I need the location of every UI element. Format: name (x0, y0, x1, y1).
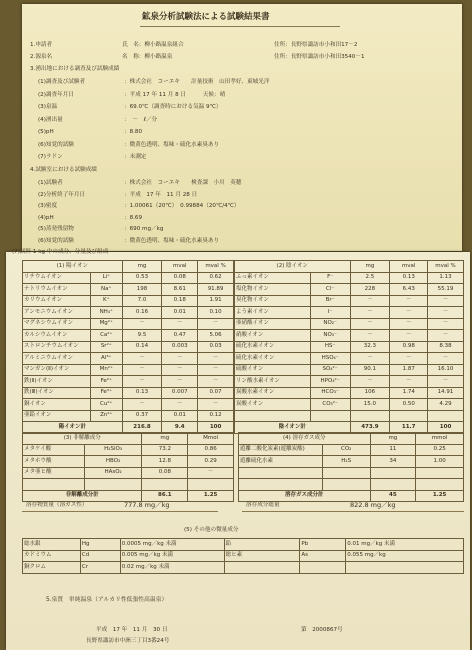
cell (390, 410, 428, 422)
anion-row (235, 295, 464, 307)
total-label: 陽イオン計 (23, 422, 123, 434)
cell (322, 479, 370, 491)
item-label: (3)泉温 (38, 104, 58, 110)
item-value: ： － ℓ／分 (124, 116, 158, 123)
cell: 亜鉛イオン (23, 410, 91, 422)
cell: Li⁺ (90, 272, 122, 284)
item-label: (6)知覚的試験 (38, 141, 74, 148)
cell: Fe³⁺ (90, 387, 122, 399)
item-label: (6)知覚的試験 (38, 237, 74, 244)
cell: 0.01 mg／kg 未満 (346, 539, 464, 551)
cell: 0.62 (198, 272, 234, 284)
cell: 0.005 mg／kg 未満 (120, 550, 224, 562)
total-cell: 100 (428, 422, 464, 434)
cell: － (428, 295, 464, 307)
cell: CO₃²⁻ (310, 399, 350, 411)
cell: 5.06 (198, 330, 234, 342)
composition-heading: (7)試料 1 kg 中の成分、分量及び組成 (12, 249, 109, 255)
cell: － (390, 330, 428, 342)
undissociated-header-mmol: Mmol (188, 433, 234, 445)
cell: － (122, 364, 162, 376)
cell: Ca²⁺ (90, 330, 122, 342)
source-heading: 2.源泉名 (30, 54, 53, 60)
cell: HBO₂ (84, 456, 142, 468)
total-cell: 1.25 (416, 490, 464, 502)
cell: － (428, 330, 464, 342)
dissolved-total-label: 溶存成分総量 (246, 502, 280, 508)
cell (224, 562, 300, 574)
analysis-report-bottom-sheet (6, 249, 470, 650)
cell: 硝酸イオン (235, 330, 311, 342)
total-label: 陰イオン計 (235, 422, 351, 434)
applicant-name: 氏 名：柳小路温泉組合 (122, 42, 184, 48)
cell: 0.10 (198, 307, 234, 319)
cell: － (350, 330, 390, 342)
cell: 1.74 (390, 387, 428, 399)
cation-row (23, 318, 234, 330)
cell: 11 (370, 444, 416, 456)
cell: 0.98 (390, 341, 428, 353)
anion-table (234, 260, 464, 434)
report-title: 鉱泉分析試験法による試験結果書 (142, 12, 270, 22)
cation-row (23, 399, 234, 411)
cell: よう素イオン (235, 307, 311, 319)
report-date: 平成 17 年 11 月 30 日 (96, 627, 168, 633)
cell: 鉛 (224, 539, 300, 551)
cell: 32.3 (350, 341, 390, 353)
anion-header-mval-pct: mval % (428, 261, 464, 273)
gas-total-row (239, 490, 464, 502)
cell: 0.53 (122, 272, 162, 284)
cell: H₂S (322, 456, 370, 468)
cell (346, 562, 464, 574)
cell: カルシウムイオン (23, 330, 91, 342)
cell: 6.43 (390, 284, 428, 296)
undissociated-row (23, 479, 234, 491)
cell: メタ亜ヒ酸 (23, 467, 85, 479)
cation-row (23, 387, 234, 399)
total-cell: 100 (198, 422, 234, 434)
cell: 0.47 (162, 330, 198, 342)
anion-row (235, 410, 464, 422)
cell (322, 467, 370, 479)
cell: HPO₄²⁻ (310, 376, 350, 388)
cell: － (350, 376, 390, 388)
cell: － (390, 318, 428, 330)
cell: アンモニウムイオン (23, 307, 91, 319)
item-value: ：1.00061（20℃） 0.99884（20℃/4℃） (124, 203, 240, 209)
field-survey-heading: 3.湧出地における調査及び試験成績 (30, 66, 120, 72)
anion-header-label: (2) 陰イオン (235, 261, 351, 273)
cell: － (428, 353, 464, 365)
cell: － (122, 353, 162, 365)
total-cell: 45 (370, 490, 416, 502)
cell: 遊離硫化水素 (239, 456, 323, 468)
cation-row (23, 272, 234, 284)
cation-row (23, 341, 234, 353)
cell: 55.19 (428, 284, 464, 296)
item-label: (5)pH (38, 129, 54, 135)
cell: 0.29 (188, 456, 234, 468)
cell: As (300, 550, 346, 562)
cell (239, 479, 323, 491)
cell: リチウムイオン (23, 272, 91, 284)
cell (416, 467, 464, 479)
item-label: (3)密度 (38, 203, 58, 209)
cell: Cu²⁺ (90, 399, 122, 411)
cell: 臭化物イオン (235, 295, 311, 307)
applicant-address: 住所：長野県諏訪市小和田17－2 (274, 42, 358, 48)
undissociated-table (22, 432, 234, 502)
cell: － (162, 353, 198, 365)
item-value: ：株式会社 コーエキ 検査課 小川 英穂 (124, 180, 242, 186)
cell: － (428, 307, 464, 319)
anion-row (235, 399, 464, 411)
source-name: 名 称：柳小路温泉 (122, 54, 173, 60)
cell: 塩化物イオン (235, 284, 311, 296)
cell: 炭酸水素イオン (235, 387, 311, 399)
cell: マンガン(Ⅱ)イオン (23, 364, 91, 376)
cell: 15.0 (350, 399, 390, 411)
cell: 8.38 (428, 341, 464, 353)
gas-header-mg: mg (370, 433, 416, 445)
cell: Mg²⁺ (90, 318, 122, 330)
anion-row (235, 284, 464, 296)
cell: － (122, 318, 162, 330)
cation-row (23, 376, 234, 388)
analysis-report-top-sheet (22, 4, 462, 251)
gas-header-label: (4) 溶存ガス成分 (239, 433, 371, 445)
trace-table (22, 538, 464, 574)
spring-classification: 5.泉質 単純温泉（アルカリ性低張性高温泉） (46, 597, 168, 603)
cell: NO₃⁻ (310, 330, 350, 342)
cell: － (390, 307, 428, 319)
cell: Br⁻ (310, 295, 350, 307)
cell: ストロンチウムイオン (23, 341, 91, 353)
item-value: ：微黄色透明、塩味・硫化水素臭あり (124, 237, 220, 244)
item-label: (4)湧出量 (38, 116, 63, 123)
cell: カリウムイオン (23, 295, 91, 307)
cell: － (350, 295, 390, 307)
total-cell: 9.4 (162, 422, 198, 434)
cell: メタケイ酸 (23, 444, 85, 456)
cell: HS⁻ (310, 341, 350, 353)
gas-row (239, 467, 464, 479)
item-label: (2)調査年月日 (38, 91, 74, 98)
gas-table (238, 432, 464, 502)
undissociated-row (23, 444, 234, 456)
cell: － (162, 376, 198, 388)
cell: カドミウム (23, 550, 81, 562)
cation-header-mg: mg (122, 261, 162, 273)
cell: SO₄²⁻ (310, 364, 350, 376)
total-cell: 473.9 (350, 422, 390, 434)
cell (370, 467, 416, 479)
anion-row (235, 353, 464, 365)
cell: 総ヒ素 (224, 550, 300, 562)
anion-row (235, 364, 464, 376)
cell (428, 410, 464, 422)
cell: 16.10 (428, 364, 464, 376)
cell: I⁻ (310, 307, 350, 319)
item-label: (2)分析終了年月日 (38, 191, 86, 198)
cell: 0.18 (162, 295, 198, 307)
undissociated-row (23, 456, 234, 468)
cell: ふっ素イオン (235, 272, 311, 284)
cell: － (198, 399, 234, 411)
cell: 0.13 (122, 387, 162, 399)
item-value: ：微黄色透明、塩味・硫化水素臭あり (124, 141, 220, 148)
cation-row (23, 330, 234, 342)
cell: 0.37 (122, 410, 162, 422)
cation-header-mval: mval (162, 261, 198, 273)
lab-test-heading: 4.試験室における試験成績 (30, 167, 97, 173)
cell (370, 479, 416, 491)
dissolved-matter-label: 溶存物質量（溶ガス性） (26, 502, 88, 508)
cell: 0.01 (162, 410, 198, 422)
item-value: ：平成 17 年 11 月 8 日 天候：晴 (124, 91, 226, 98)
cell: － (428, 318, 464, 330)
dissolved-total-value: 822.8 mg／kg (350, 501, 396, 509)
cell: 1.00 (416, 456, 464, 468)
cell (310, 410, 350, 422)
cell: 0.003 (162, 341, 198, 353)
cation-row (23, 295, 234, 307)
cell: － (122, 399, 162, 411)
cation-row (23, 307, 234, 319)
cell: 銅イオン (23, 399, 91, 411)
cell: 90.1 (350, 364, 390, 376)
total-cell: 1.25 (188, 490, 234, 502)
trace-header: (5) その他の微量成分 (184, 527, 239, 533)
cell: Cr (80, 562, 120, 574)
cell: － (122, 376, 162, 388)
total-cell: 86.1 (142, 490, 188, 502)
cell: 34 (370, 456, 416, 468)
undissociated-row (23, 467, 234, 479)
cell (416, 479, 464, 491)
cell: － (350, 318, 390, 330)
cell: 73.2 (142, 444, 188, 456)
anion-row (235, 272, 464, 284)
cell: 0.0005 mg／kg 未満 (120, 539, 224, 551)
lab-address: 長野県諏訪市中洲三丁目3番24号 (86, 638, 170, 644)
cell: － (390, 376, 428, 388)
cell: 1.87 (390, 364, 428, 376)
cell: CO₂ (322, 444, 370, 456)
cell: － (162, 399, 198, 411)
cell: 0.12 (198, 410, 234, 422)
cell: Fe²⁺ (90, 376, 122, 388)
cell: マグネシウムイオン (23, 318, 91, 330)
cell (84, 479, 142, 491)
cell: 198 (122, 284, 162, 296)
anion-row (235, 307, 464, 319)
cell: Na⁺ (90, 284, 122, 296)
item-value: ：8.69 (124, 214, 143, 221)
cell: 0.007 (162, 387, 198, 399)
cation-header-mval-pct: mval % (198, 261, 234, 273)
cell: Al³⁺ (90, 353, 122, 365)
item-label: (5)蒸発残留物 (38, 226, 74, 232)
gas-row (239, 444, 464, 456)
cell: － (390, 353, 428, 365)
cell: 鉄(Ⅱ)イオン (23, 376, 91, 388)
cell: 0.055 mg／kg (346, 550, 464, 562)
anion-row (235, 341, 464, 353)
cell (142, 479, 188, 491)
cell: 0.16 (122, 307, 162, 319)
cell: － (428, 376, 464, 388)
cell: － (162, 364, 198, 376)
cell: ナトリウムイオン (23, 284, 91, 296)
cation-row (23, 410, 234, 422)
gas-row (239, 456, 464, 468)
cell: 7.0 (122, 295, 162, 307)
cell: 0.02 mg／kg 未満 (120, 562, 224, 574)
trace-row (23, 562, 464, 574)
cell (350, 410, 390, 422)
anion-row (235, 376, 464, 388)
cell: HAsO₂ (84, 467, 142, 479)
source-address: 住所：長野県諏訪市小和田3540－1 (274, 54, 365, 60)
report-number: 第 2000867号 (301, 627, 343, 633)
cell: 0.14 (122, 341, 162, 353)
anion-header-mval: mval (390, 261, 428, 273)
item-label: (1)試験者 (38, 180, 63, 186)
cell: 12.8 (142, 456, 188, 468)
cell: 106 (350, 387, 390, 399)
cell: 14.91 (428, 387, 464, 399)
cation-row (23, 284, 234, 296)
applicant-heading: 1.申請者 (30, 42, 53, 48)
cell: H₂SiO₃ (84, 444, 142, 456)
anion-row (235, 318, 464, 330)
item-value: ：平成 17 年 11 月 28 日 (124, 191, 198, 198)
cell: 228 (350, 284, 390, 296)
cell: 0.03 (198, 341, 234, 353)
cation-table (22, 260, 234, 434)
cell: メタホウ酸 (23, 456, 85, 468)
item-value: ：690 mg／kg (124, 226, 164, 232)
cell: － (350, 353, 390, 365)
total-label: 溶存ガス成分計 (239, 490, 371, 502)
trace-row (23, 550, 464, 562)
cell: － (198, 318, 234, 330)
cell (239, 467, 323, 479)
cell (235, 410, 311, 422)
cell: Zn²⁺ (90, 410, 122, 422)
cation-row (23, 364, 234, 376)
cell: 遊離二酸化炭素(遊離炭酸) (239, 444, 323, 456)
gas-header-mmol: mmol (416, 433, 464, 445)
gas-row (239, 479, 464, 491)
anion-row (235, 387, 464, 399)
cell: 91.89 (198, 284, 234, 296)
cell: F⁻ (310, 272, 350, 284)
cell: アルミニウムイオン (23, 353, 91, 365)
dissolved-matter-value: 777.8 mg／kg (124, 501, 170, 509)
undissociated-total-row (23, 490, 234, 502)
item-value: ：株式会社 コーエキ 計量技術 山田孝好、東城光洋 (124, 79, 270, 85)
cell: － (390, 295, 428, 307)
cell: － (198, 376, 234, 388)
cell: 炭酸イオン (235, 399, 311, 411)
item-label: (1)調査及び試験者 (38, 79, 86, 85)
trace-row (23, 539, 464, 551)
cell: HCO₃⁻ (310, 387, 350, 399)
cell (23, 479, 85, 491)
cell (300, 562, 346, 574)
total-label: 非解離成分計 (23, 490, 142, 502)
cell: Cl⁻ (310, 284, 350, 296)
cell: Pb (300, 539, 346, 551)
total-cell: 11.7 (390, 422, 428, 434)
cell: 総水銀 (23, 539, 81, 551)
cell: 0.07 (198, 387, 234, 399)
cell: 硫酸イオン (235, 364, 311, 376)
cell: Sr²⁺ (90, 341, 122, 353)
cell: 1.91 (198, 295, 234, 307)
cell: Mn²⁺ (90, 364, 122, 376)
undissociated-header-mg: mg (142, 433, 188, 445)
anion-header-mg: mg (350, 261, 390, 273)
cell: 硫化水素イオン (235, 353, 311, 365)
item-value: ：8.80 (124, 129, 143, 135)
cell: － (198, 353, 234, 365)
undissociated-header-label: (3) 非解離成分 (23, 433, 142, 445)
cell: 0.86 (188, 444, 234, 456)
cell: 0.08 (142, 467, 188, 479)
cell: 4.29 (428, 399, 464, 411)
item-value: ：69.0℃（調査時における気温 9℃） (124, 104, 222, 110)
cell: 8.61 (162, 284, 198, 296)
cell: 硫化水素イオン (235, 341, 311, 353)
cell: 1.13 (428, 272, 464, 284)
cell: 0.08 (162, 272, 198, 284)
cation-header-label: (1) 陽イオン (23, 261, 123, 273)
cell: NO₂⁻ (310, 318, 350, 330)
item-label: (7)ラドン (38, 154, 63, 160)
cell: 0.50 (390, 399, 428, 411)
cell: 0.25 (416, 444, 464, 456)
cell: － (162, 318, 198, 330)
cell: 0.13 (390, 272, 428, 284)
cell: Cd (80, 550, 120, 562)
cell: 鉄(Ⅲ)イオン (23, 387, 91, 399)
cation-row (23, 353, 234, 365)
cell: － (188, 467, 234, 479)
total-cell: 216.8 (122, 422, 162, 434)
cell: K⁺ (90, 295, 122, 307)
item-label: (4)pH (38, 214, 54, 221)
cell: HSO₄⁻ (310, 353, 350, 365)
cell: NH₄⁺ (90, 307, 122, 319)
anion-row (235, 330, 464, 342)
cell: Hg (80, 539, 120, 551)
cell: 0.01 (162, 307, 198, 319)
cell: 2.5 (350, 272, 390, 284)
cell: 銅クロム (23, 562, 81, 574)
item-value: ：未測定 (124, 154, 147, 160)
cell (188, 479, 234, 491)
cell: － (198, 364, 234, 376)
cell: 9.5 (122, 330, 162, 342)
cell: － (350, 307, 390, 319)
cell: 亜硝酸イオン (235, 318, 311, 330)
cell: リン酸水素イオン (235, 376, 311, 388)
